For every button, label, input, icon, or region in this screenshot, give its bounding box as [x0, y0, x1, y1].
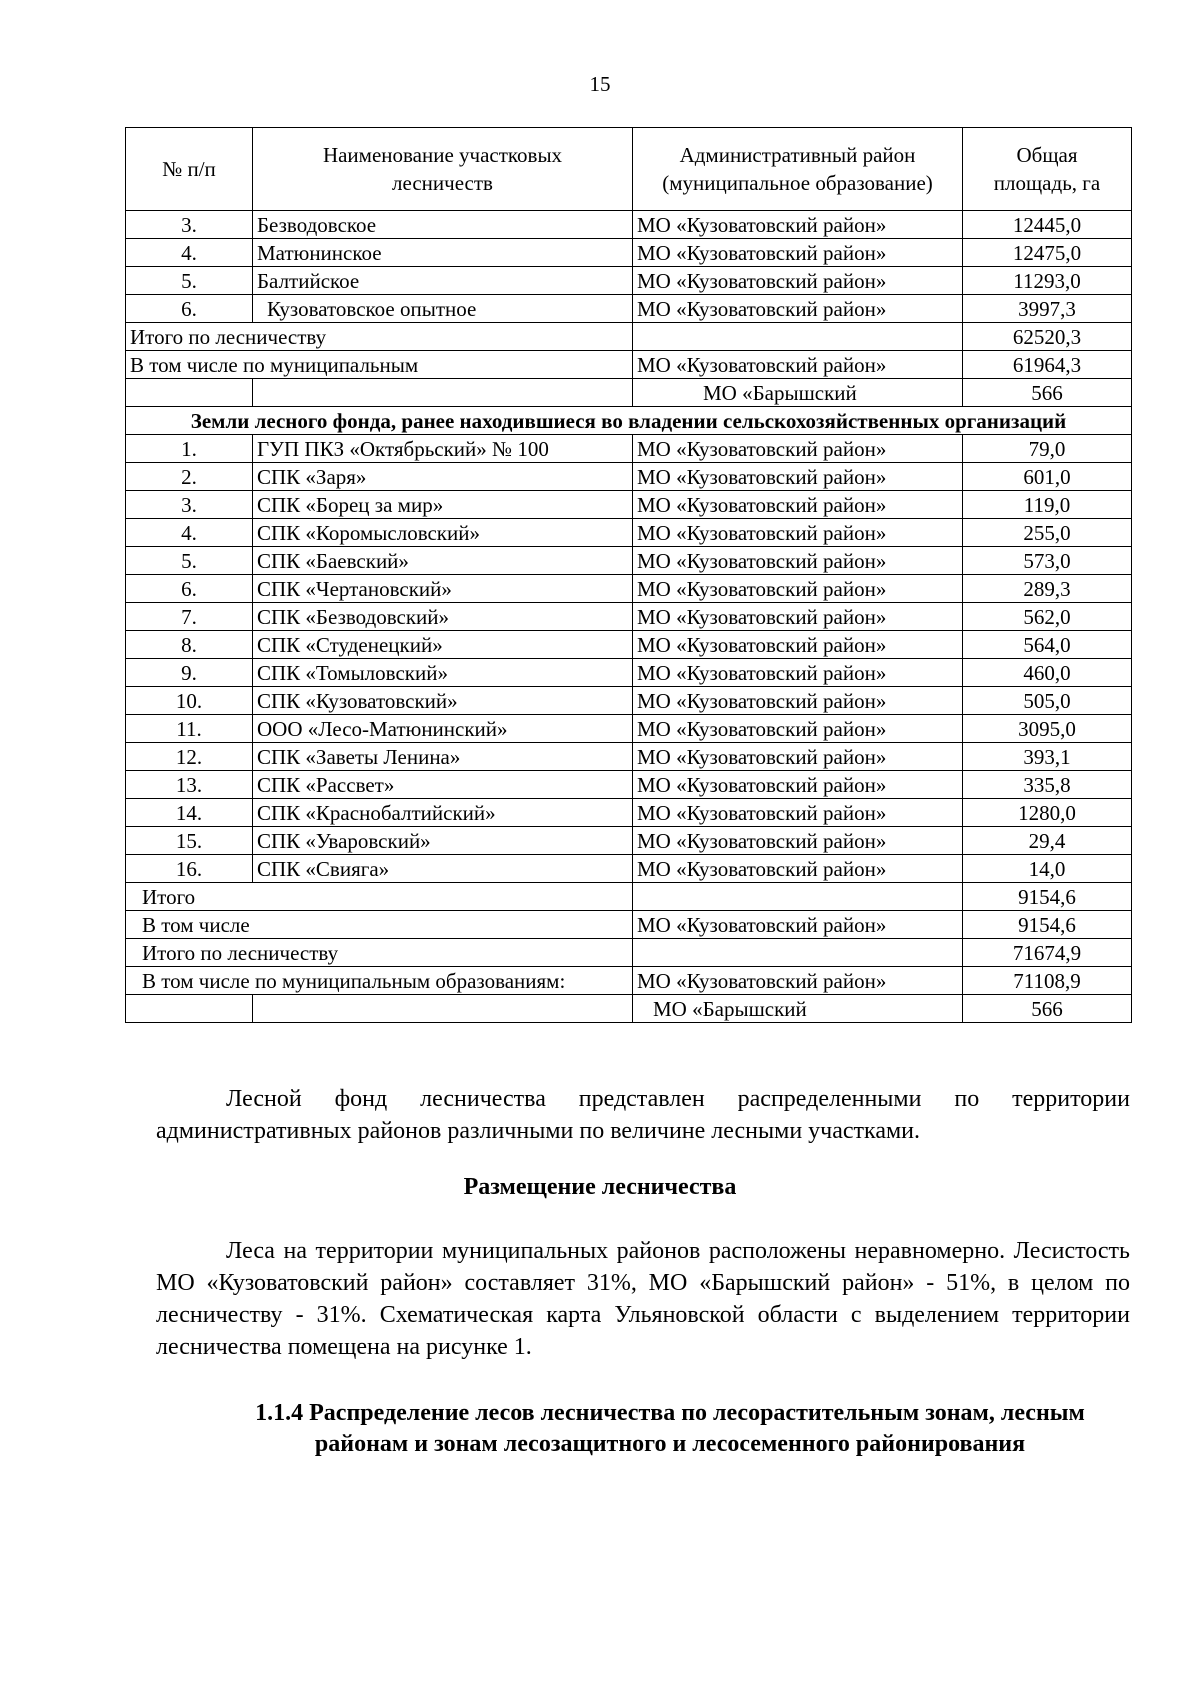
row-district: МО «Кузоватовский район»: [633, 659, 963, 687]
row-area: 505,0: [963, 687, 1132, 715]
table-row: [126, 743, 1132, 771]
row-num: 1.: [126, 435, 253, 463]
row-num: 8.: [126, 631, 253, 659]
table-row: [126, 575, 1132, 603]
total-area: 71674,9: [963, 939, 1132, 967]
row-area: 460,0: [963, 659, 1132, 687]
table-row: [126, 519, 1132, 547]
total-district-empty: [633, 939, 963, 967]
total-district-empty: [633, 323, 963, 351]
empty-cell: [126, 379, 253, 407]
row-area: 393,1: [963, 743, 1132, 771]
table-row: [126, 547, 1132, 575]
table-header-row: [126, 128, 1132, 211]
row-district: МО «Кузоватовский район»: [633, 295, 963, 323]
table-row: [126, 799, 1132, 827]
row-area: 12445,0: [963, 211, 1132, 239]
forest-table: [125, 127, 1132, 1023]
table-row: [126, 659, 1132, 687]
row-num: 16.: [126, 855, 253, 883]
row-area: 29,4: [963, 827, 1132, 855]
row-area: 79,0: [963, 435, 1132, 463]
empty-cell: [253, 379, 633, 407]
row-num: 6.: [126, 575, 253, 603]
header-area: Общая площадь, га: [963, 128, 1132, 211]
row-name: Балтийское: [253, 267, 633, 295]
including-label: В том числе: [126, 911, 633, 939]
row-area: 12475,0: [963, 239, 1132, 267]
row-district: МО «Кузоватовский район»: [633, 631, 963, 659]
including-area: 566: [963, 995, 1132, 1023]
paragraph-forest-fund: Лесной фонд лесничества представлен распределенными по территории административных районов различными по величине лесными участками.: [156, 1086, 1130, 1144]
row-district: МО «Кузоватовский район»: [633, 855, 963, 883]
row-district: МО «Кузоватовский район»: [633, 603, 963, 631]
row-area: 1280,0: [963, 799, 1132, 827]
total-row: [126, 939, 1132, 967]
row-area: 289,3: [963, 575, 1132, 603]
row-area: 255,0: [963, 519, 1132, 547]
table-row: [126, 855, 1132, 883]
row-num: 6.: [126, 295, 253, 323]
header-num: № п/п: [126, 128, 253, 211]
row-num: 15.: [126, 827, 253, 855]
total-label: Итого по лесничеству: [126, 939, 633, 967]
total-label: Итого: [126, 883, 633, 911]
total-district-empty: [633, 883, 963, 911]
table-row: [126, 491, 1132, 519]
including-area: 9154,6: [963, 911, 1132, 939]
row-num: 7.: [126, 603, 253, 631]
row-name: СПК «Студенецкий»: [253, 631, 633, 659]
row-district: МО «Кузоватовский район»: [633, 715, 963, 743]
row-num: 3.: [126, 211, 253, 239]
row-name: СПК «Заря»: [253, 463, 633, 491]
row-area: 119,0: [963, 491, 1132, 519]
row-district: МО «Кузоватовский район»: [633, 491, 963, 519]
row-name: Кузоватовское опытное: [253, 295, 633, 323]
row-district: МО «Кузоватовский район»: [633, 463, 963, 491]
row-num: 4.: [126, 239, 253, 267]
row-area: 335,8: [963, 771, 1132, 799]
row-num: 11.: [126, 715, 253, 743]
row-name: СПК «Уваровский»: [253, 827, 633, 855]
row-district: МО «Кузоватовский район»: [633, 211, 963, 239]
row-num: 2.: [126, 463, 253, 491]
row-num: 13.: [126, 771, 253, 799]
including-district: МО «Кузоватовский район»: [633, 967, 963, 995]
including-row-2: [126, 995, 1132, 1023]
row-area: 14,0: [963, 855, 1132, 883]
including-district: МО «Барышский: [633, 995, 963, 1023]
including-row: [126, 911, 1132, 939]
row-district: МО «Кузоватовский район»: [633, 575, 963, 603]
row-num: 3.: [126, 491, 253, 519]
row-name: СПК «Краснобалтийский»: [253, 799, 633, 827]
header-district: Административный район (муниципальное образование): [633, 128, 963, 211]
row-name: СПК «Чертановский»: [253, 575, 633, 603]
section-title: Земли лесного фонда, ранее находившиеся во владении сельскохозяйственных организаций: [126, 407, 1132, 435]
row-district: МО «Кузоватовский район»: [633, 435, 963, 463]
including-label: В том числе по муниципальным: [126, 351, 633, 379]
row-area: 573,0: [963, 547, 1132, 575]
including-label: В том числе по муниципальным образованиям:: [126, 967, 633, 995]
including-row-2: [126, 379, 1132, 407]
row-district: МО «Кузоватовский район»: [633, 687, 963, 715]
row-num: 14.: [126, 799, 253, 827]
total-area: 9154,6: [963, 883, 1132, 911]
row-area: 562,0: [963, 603, 1132, 631]
page-number: 15: [589, 72, 611, 96]
table-row: [126, 827, 1132, 855]
table-row: [126, 463, 1132, 491]
row-num: 4.: [126, 519, 253, 547]
table-row: [126, 771, 1132, 799]
row-name: СПК «Баевский»: [253, 547, 633, 575]
row-num: 12.: [126, 743, 253, 771]
row-name: СПК «Кузоватовский»: [253, 687, 633, 715]
including-row: [126, 967, 1132, 995]
row-name: СПК «Томыловский»: [253, 659, 633, 687]
total-area: 62520,3: [963, 323, 1132, 351]
row-district: МО «Кузоватовский район»: [633, 547, 963, 575]
table-row: [126, 267, 1132, 295]
including-area: 566: [963, 379, 1132, 407]
row-name: СПК «Борец за мир»: [253, 491, 633, 519]
row-num: 5.: [126, 547, 253, 575]
table-row: [126, 715, 1132, 743]
row-num: 5.: [126, 267, 253, 295]
row-name: СПК «Рассвет»: [253, 771, 633, 799]
total-row: [126, 883, 1132, 911]
row-num: 9.: [126, 659, 253, 687]
table-row: [126, 435, 1132, 463]
row-num: 10.: [126, 687, 253, 715]
row-name: СПК «Заветы Ленина»: [253, 743, 633, 771]
empty-cell: [253, 995, 633, 1023]
total-row: [126, 323, 1132, 351]
including-area: 61964,3: [963, 351, 1132, 379]
empty-cell: [126, 995, 253, 1023]
row-name: Матюнинское: [253, 239, 633, 267]
heading-placement: Размещение лесничества: [463, 1174, 737, 1200]
row-name: ГУП ПКЗ «Октябрьский» № 100: [253, 435, 633, 463]
including-district: МО «Барышский: [633, 379, 963, 407]
row-district: МО «Кузоватовский район»: [633, 827, 963, 855]
row-area: 564,0: [963, 631, 1132, 659]
row-name: СПК «Безводовский»: [253, 603, 633, 631]
table-row: [126, 295, 1132, 323]
row-name: СПК «Свияга»: [253, 855, 633, 883]
table-row: [126, 239, 1132, 267]
including-row: [126, 351, 1132, 379]
row-district: МО «Кузоватовский район»: [633, 743, 963, 771]
row-district: МО «Кузоватовский район»: [633, 519, 963, 547]
row-district: МО «Кузоватовский район»: [633, 267, 963, 295]
table-row: [126, 211, 1132, 239]
row-district: МО «Кузоватовский район»: [633, 239, 963, 267]
including-district: МО «Кузоватовский район»: [633, 351, 963, 379]
total-label: Итого по лесничеству: [126, 323, 633, 351]
table-row: [126, 631, 1132, 659]
row-area: 11293,0: [963, 267, 1132, 295]
paragraph-placement: Леса на территории муниципальных районов расположены неравномерно. Лесистость МО «Кузоватовский район» составляет 31%, МО «Барышский район» - 51%, в целом по лесничеству - 31%. Схематическая карта Ульяновской области с выделением территории лесничества помещена на рисунке 1.: [156, 1238, 1130, 1360]
section-title-row: [126, 407, 1132, 435]
row-district: МО «Кузоватовский район»: [633, 771, 963, 799]
table-row: [126, 687, 1132, 715]
row-area: 601,0: [963, 463, 1132, 491]
including-area: 71108,9: [963, 967, 1132, 995]
header-name: Наименование участковых лесничеств: [253, 128, 633, 211]
row-name: СПК «Коромысловский»: [253, 519, 633, 547]
row-name: Безводовское: [253, 211, 633, 239]
including-district: МО «Кузоватовский район»: [633, 911, 963, 939]
table-row: [126, 603, 1132, 631]
row-district: МО «Кузоватовский район»: [633, 799, 963, 827]
row-area: 3997,3: [963, 295, 1132, 323]
row-name: ООО «Лесо-Матюнинский»: [253, 715, 633, 743]
row-area: 3095,0: [963, 715, 1132, 743]
section-heading-1-1-4: 1.1.4 Распределение лесов лесничества по лесорастительным зонам, лесным районам и зонам лесозащитного и лесосеменного районирования: [255, 1400, 1085, 1457]
